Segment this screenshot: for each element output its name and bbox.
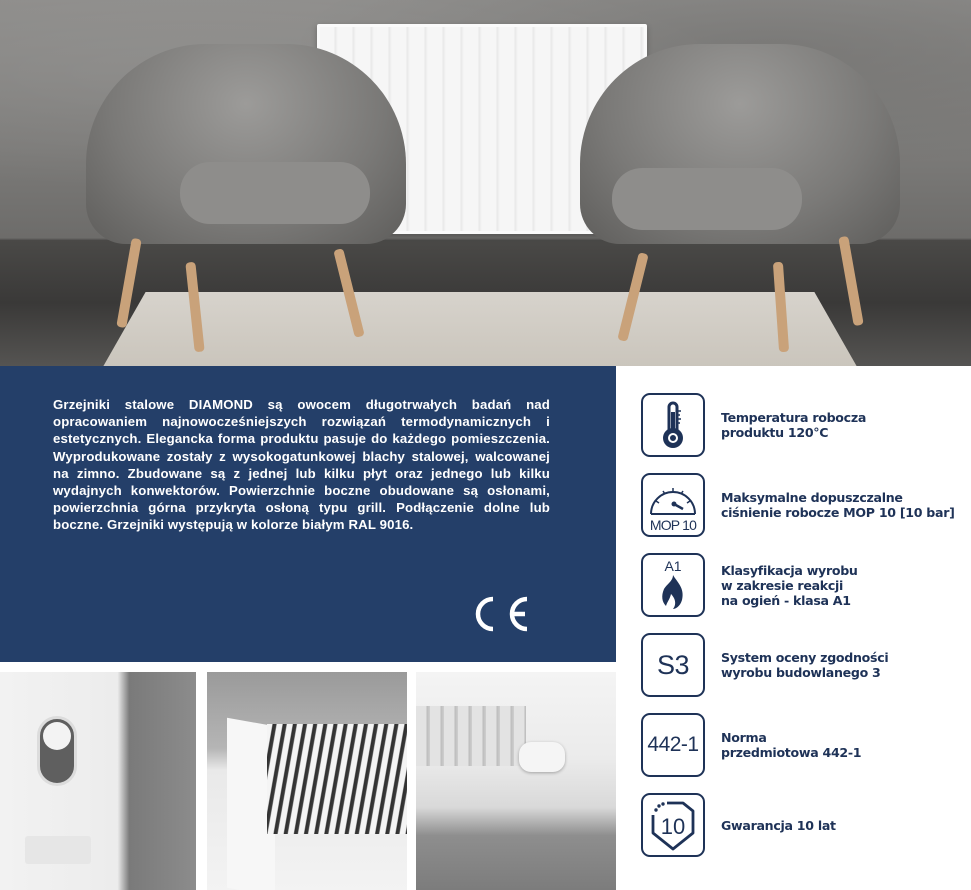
s3-badge-icon: [641, 633, 705, 697]
armchair-right-cushion: [612, 168, 802, 230]
feature-label-line: produktu 120°C: [721, 425, 829, 440]
feature-label-line: Temperatura robocza: [721, 410, 867, 425]
shield-warranty-icon: [641, 793, 705, 857]
connection-pipe: [519, 742, 565, 772]
top-grill: [267, 724, 407, 834]
feature-label: [721, 490, 955, 520]
feature-temperature: [641, 393, 971, 457]
norm-badge-text: 442-1: [647, 733, 699, 756]
rug: [100, 292, 860, 366]
features-list: [641, 393, 971, 873]
feature-label-line: Norma: [721, 730, 767, 745]
convector-fins: [416, 706, 526, 766]
detail-photo-top-grill: [207, 672, 407, 890]
feature-conformity-system: [641, 633, 971, 697]
armchair-left-cushion: [180, 162, 370, 224]
feature-label-line: w zakresie reakcji: [721, 577, 844, 593]
feature-label-line: ciśnienie robocze MOP 10 [10 bar]: [721, 505, 955, 520]
feature-label-line: Maksymalne dopuszczalne: [721, 490, 903, 505]
svg-text:10: 10: [660, 814, 686, 839]
feature-warranty: [641, 793, 971, 857]
pressure-gauge-icon: [641, 473, 705, 537]
thermometer-icon: [641, 393, 705, 457]
logo-plate: [25, 836, 91, 864]
product-description: Grzejniki stalowe DIAMOND są owocem długotrwałych badań nad opracowaniem najnowocześniejszych rozwiązań termodynamicznych i estetycznych. Elegancka forma produktu pasuje do każdego pomieszczenia. Wyprodukowane zostały z wysokogatunkowej blachy stalowej, walcowanej na zimno. Zbudowane są z jednej lub kilku płyt oraz jednego lub kilku wydajnych konwektorów. Powierzchnie boczne obudowane są osłonami, powierzchnia górna przykryta osłoną typu grill. Podłączenie dolne lub boczne. Grzejniki występują w kolorze białym RAL 9016.: [53, 397, 550, 533]
feature-label-line: Klasyfikacja wyrobu: [721, 562, 858, 578]
feature-label: [721, 650, 888, 680]
norm-badge-icon: [641, 713, 705, 777]
feature-label-line: wyrobu budowlanego 3: [721, 665, 881, 680]
s3-badge-text: S3: [656, 649, 690, 680]
svg-text:MOP 10: MOP 10: [649, 517, 697, 533]
feature-label: [721, 730, 861, 760]
svg-text:A1: A1: [664, 558, 682, 574]
description-panel: [0, 366, 616, 662]
feature-label: [721, 818, 836, 833]
detail-photo-side-panel: [0, 672, 196, 890]
feature-label-line: System oceny zgodności: [721, 650, 889, 665]
feature-label: [721, 563, 858, 608]
feature-standard: [641, 713, 971, 777]
feature-pressure: [641, 473, 971, 537]
flame-icon: [641, 553, 705, 617]
feature-fire-class: [641, 553, 971, 617]
connection-cap: [43, 722, 71, 750]
feature-label-line: na ogień - klasa A1: [721, 592, 851, 608]
detail-photo-convector: [416, 672, 616, 890]
feature-label: [721, 410, 866, 440]
ce-mark-icon: [469, 595, 531, 633]
hero-photo: [0, 0, 971, 366]
feature-label-line: przedmiotowa 442-1: [721, 745, 862, 760]
feature-label-line: Gwarancja 10 lat: [721, 817, 836, 833]
